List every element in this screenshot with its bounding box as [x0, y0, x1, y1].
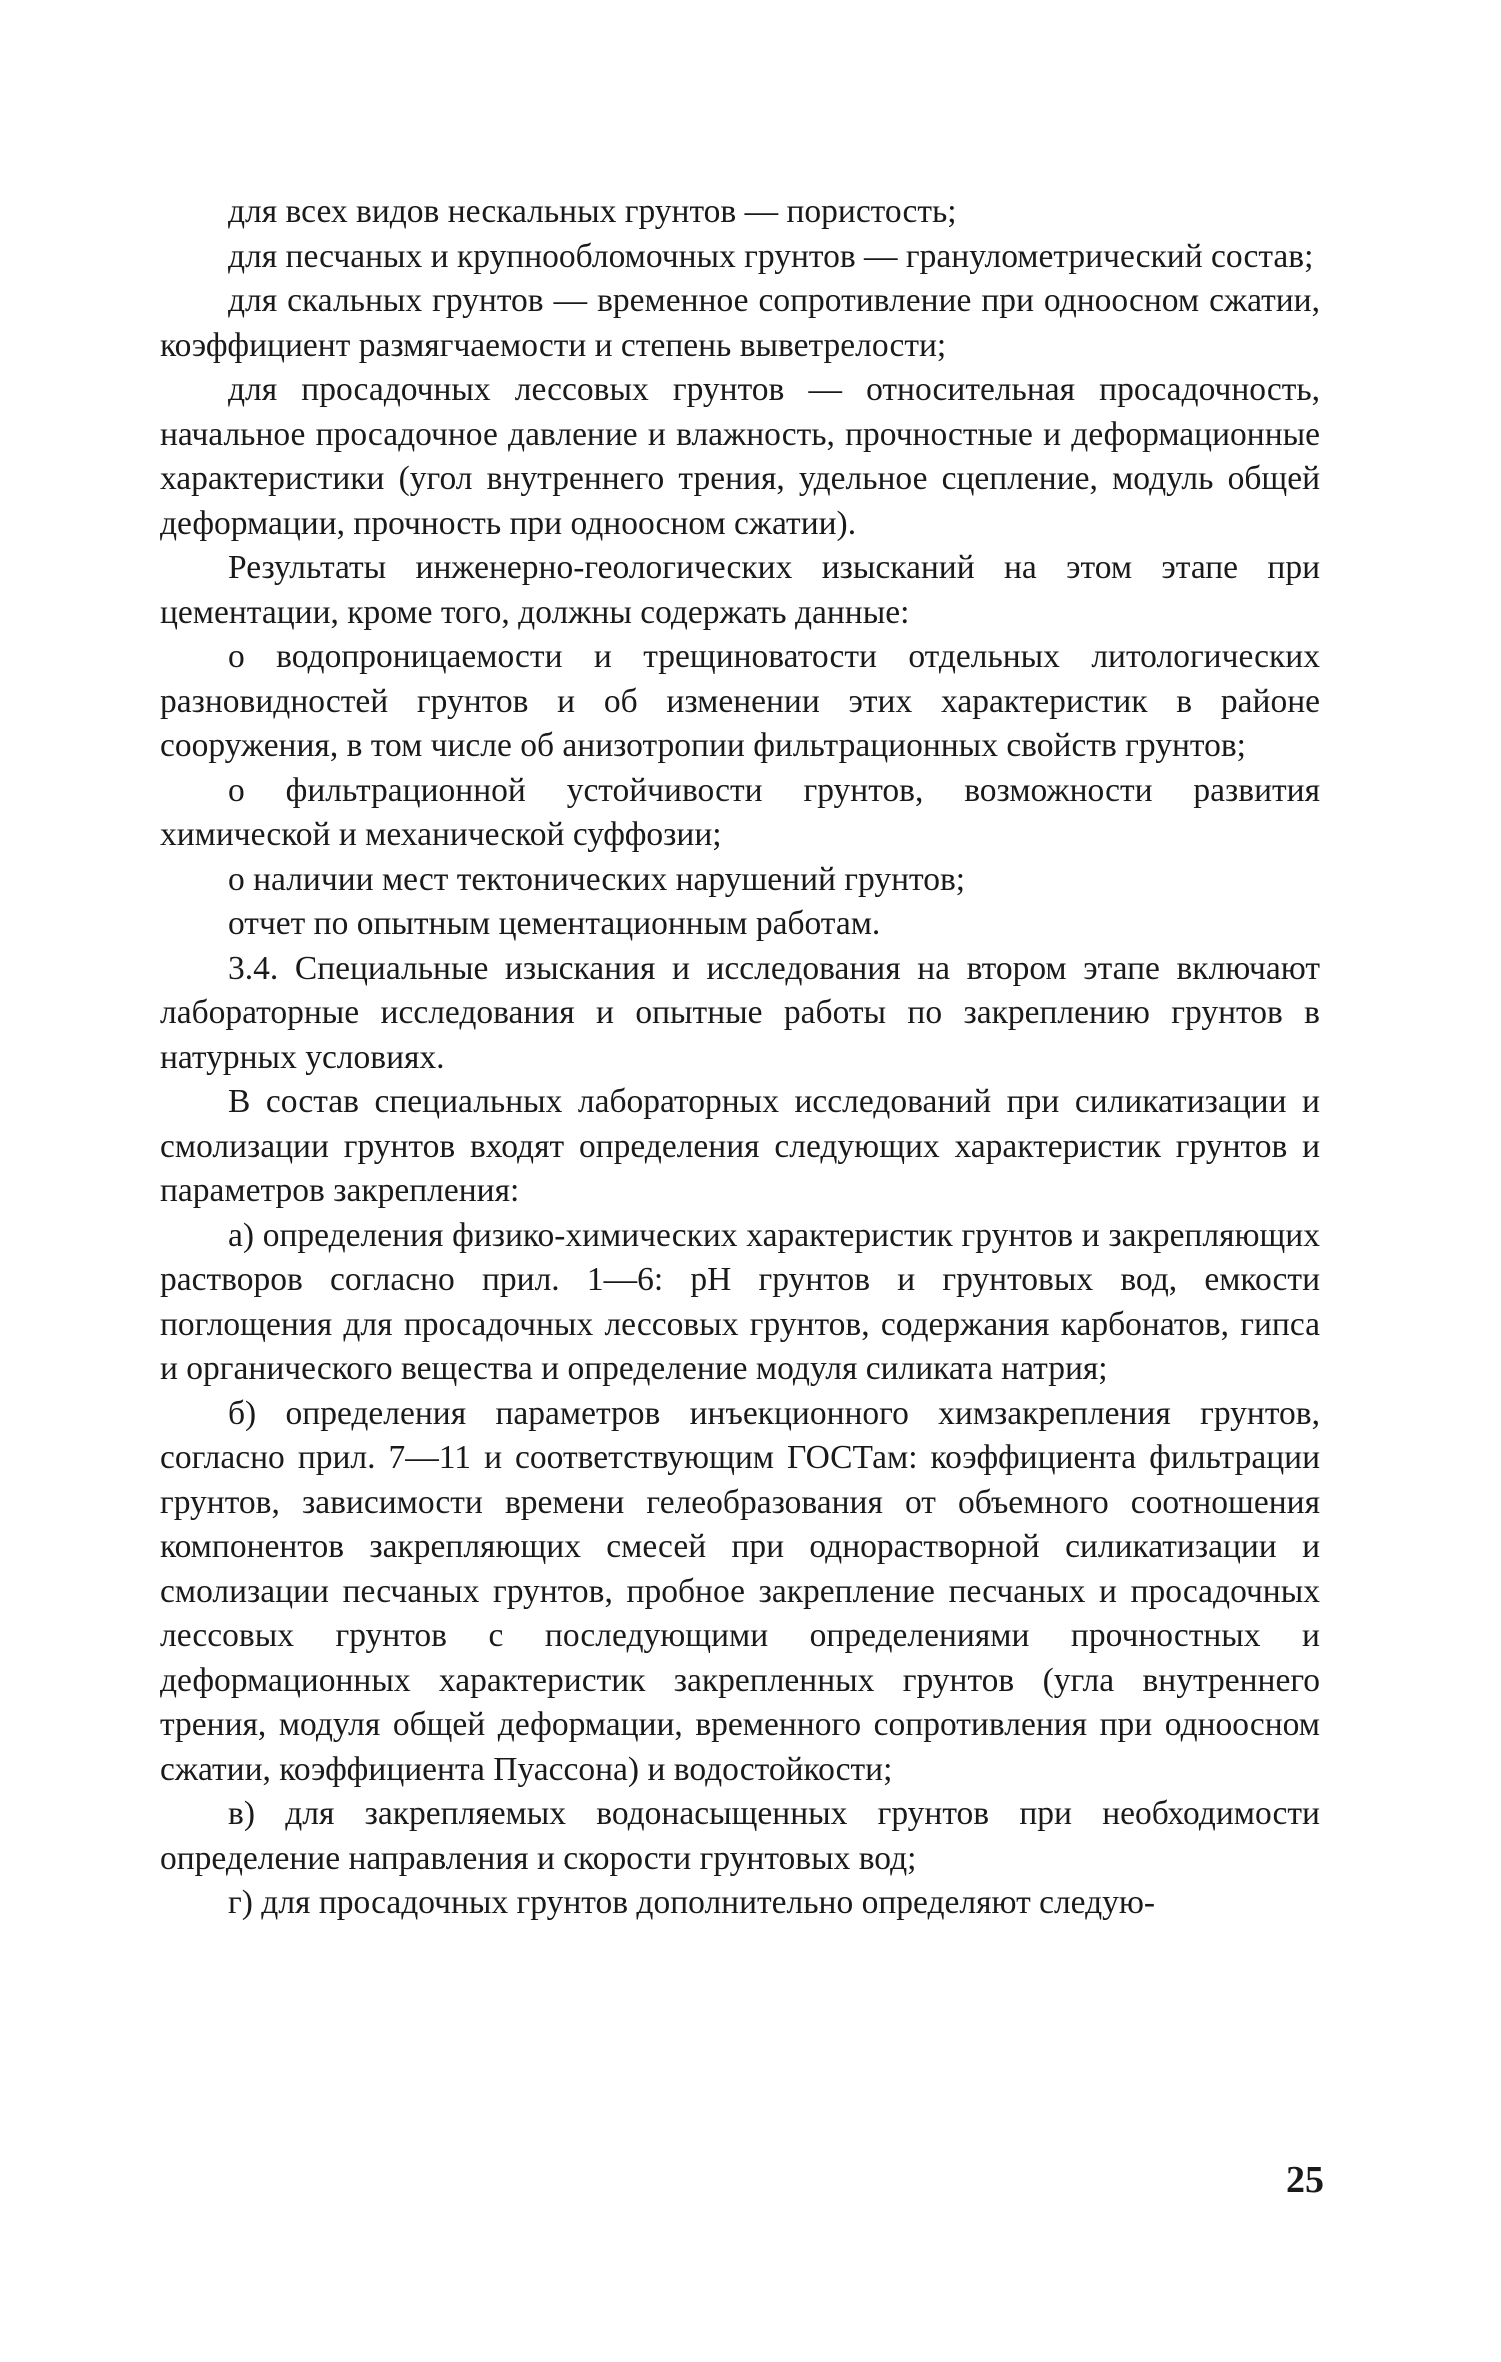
paragraph: отчет по опытным цементационным работам.	[228, 905, 881, 942]
paragraph: Результаты инженерно-геологических изысканий на этом этапе при цементации, кроме того, должны содержать данные:	[160, 549, 1320, 631]
paragraph: для скальных грунтов — временное сопротивление при одноосном сжатии, коэффициент размягчаемости и степень выветрелости;	[160, 282, 1320, 364]
paragraph: о фильтрационной устойчивости грунтов, возможности развития химической и механической суффозии;	[160, 771, 1320, 853]
page-number: 25	[1286, 2159, 1324, 2201]
paragraph: б) определения параметров инъекционного химзакрепления грунтов, согласно прил. 7—11 и соответствующим ГОСТам: коэффициента фильтрации грунтов, зависимости времени гелеобразования от объемного соотношения компонентов закрепляющих смесей при однорастворной силикатизации и смолизации песчаных грунтов, пробное закрепление песчаных и просадочных лессовых грунтов с последующими определениями прочностных и деформационных характеристик закрепленных грунтов (угла внутреннего трения, модуля общей деформации, временного сопротивления при одноосном сжатии, коэффициента Пуассона) и водостойкости;	[160, 1394, 1320, 1788]
paragraph: для песчаных и крупнообломочных грунтов — гранулометрический состав;	[228, 237, 1314, 275]
paragraph: г) для просадочных грунтов дополнительно определяют следую-	[228, 1884, 1156, 1921]
paragraph: в) для закрепляемых водонасыщенных грунтов при необходимости определение направления и скорости грунтовых вод;	[160, 1795, 1320, 1877]
paragraph: о наличии мест тектонических нарушений грунтов;	[228, 860, 966, 898]
paragraph: а) определения физико-химических характеристик грунтов и закрепляющих растворов согласно прил. 1—6: рН грунтов и грунтовых вод, емкости поглощения для просадочных лессовых грунтов, содержания карбонатов, гипса и органического вещества и определение модуля силиката натрия;	[160, 1216, 1320, 1387]
body-text	[160, 190, 1320, 1926]
paragraph: о водопроницаемости и трещиноватости отдельных литологических разновидностей грунтов и об изменении этих характеристик в районе сооружения, в том числе об анизотропии фильтрационных свойств грунтов;	[160, 638, 1320, 764]
paragraph: для просадочных лессовых грунтов — относительная просадочность, начальное просадочное давление и влажность, прочностные и деформационные характеристики (угол внутреннего трения, удельное сцепление, модуль общей деформации, прочность при одноосном сжатии).	[160, 371, 1320, 542]
paragraph: 3.4. Специальные изыскания и исследования на втором этапе включают лабораторные исследования и опытные работы по закреплению грунтов в натурных условиях.	[160, 949, 1320, 1076]
paragraph: для всех видов нескальных грунтов — пористость;	[228, 193, 957, 230]
paragraph: В состав специальных лабораторных исследований при силикатизации и смолизации грунтов входят определения следующих характеристик грунтов и параметров закрепления:	[160, 1083, 1320, 1209]
